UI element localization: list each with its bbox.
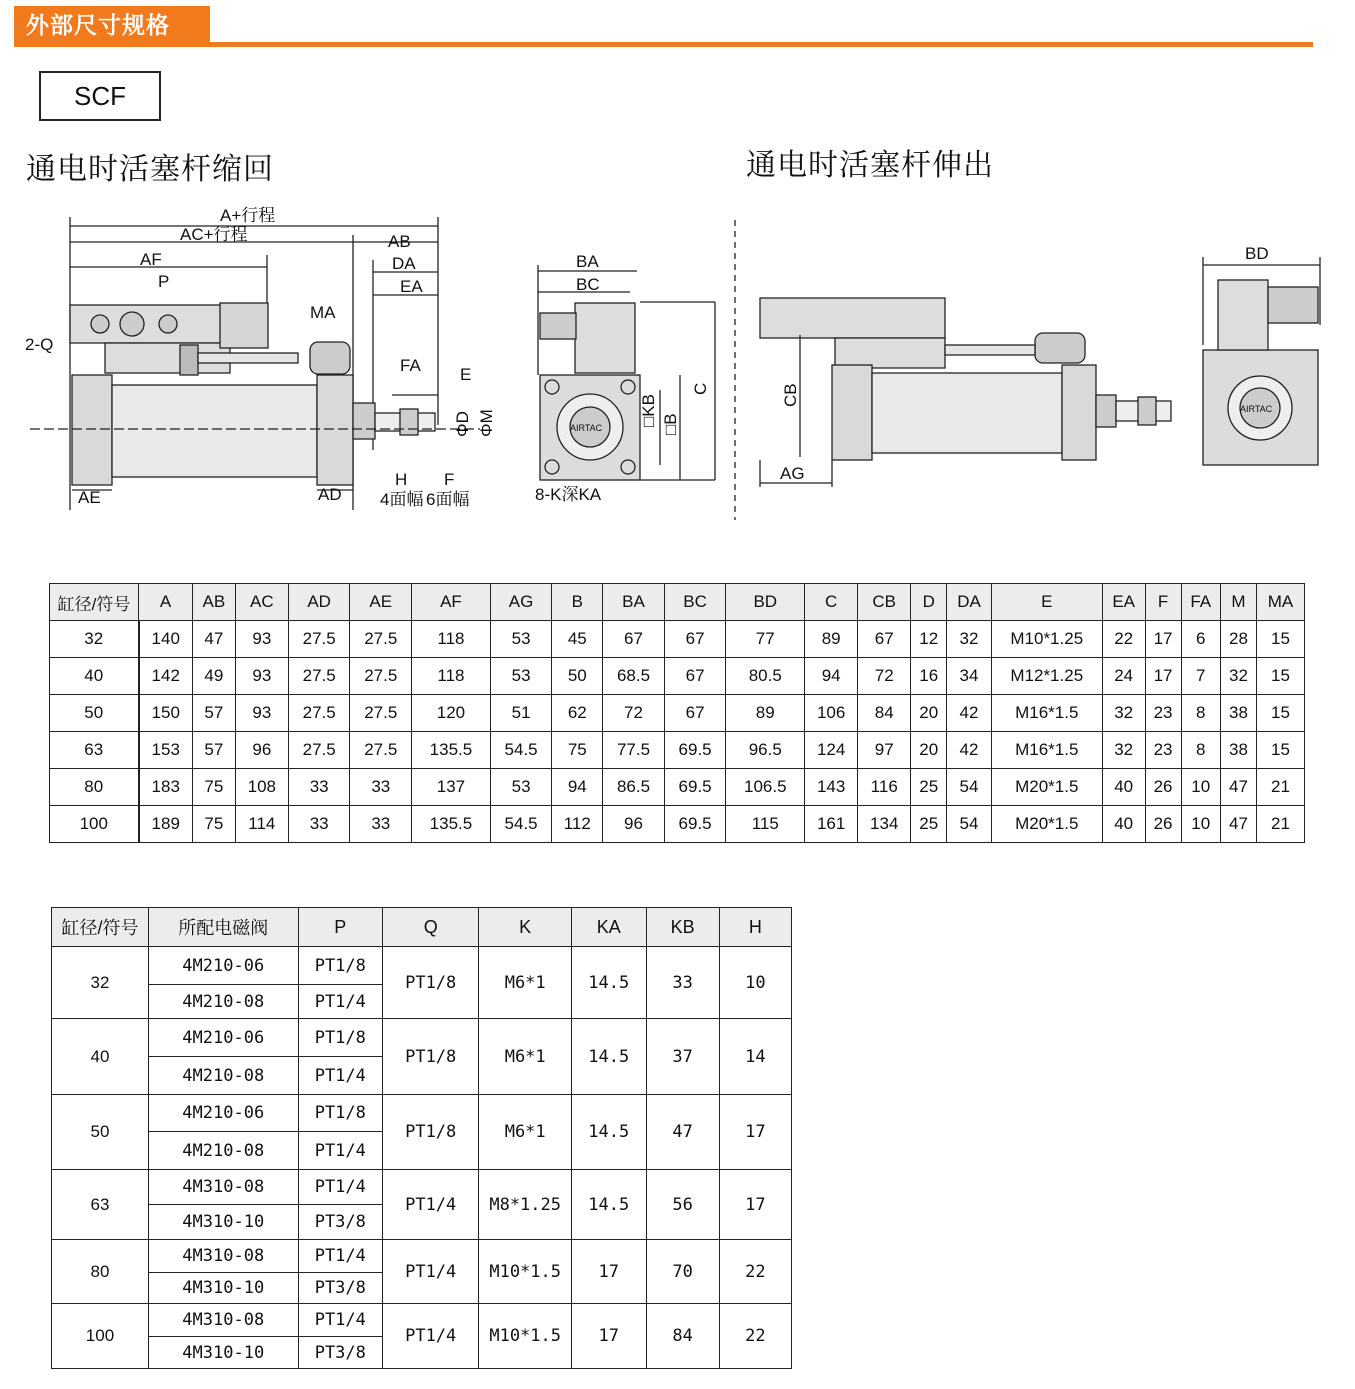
dimension-cell: 135.5 [412, 732, 491, 769]
dimension-cell: 68.5 [603, 658, 665, 695]
label-cb: CB [781, 383, 800, 407]
dimension-cell: 137 [412, 769, 491, 806]
dimension-cell: 47 [1220, 806, 1256, 843]
table-row [52, 1304, 792, 1337]
dimension-cell: 33 [350, 769, 412, 806]
valve-cell: PT1/4 [298, 1304, 382, 1337]
dimension-cell: 142 [139, 658, 193, 695]
valve-cell: 14.5 [572, 1019, 646, 1095]
dimension-header-cell: D [911, 584, 947, 621]
dimension-cell: 69.5 [664, 806, 726, 843]
valve-cell: 4M310-10 [148, 1337, 298, 1369]
valve-header-cell: H [719, 908, 791, 947]
valve-cell: 80 [52, 1240, 149, 1304]
label-af: AF [140, 250, 162, 269]
valve-cell: 4M310-08 [148, 1240, 298, 1273]
dimension-cell: 93 [235, 695, 288, 732]
label-a-stroke: A+行程 [220, 206, 276, 225]
dimension-cell: 96.5 [726, 732, 805, 769]
dimension-cell: 80 [50, 769, 139, 806]
label-q: 2-Q [25, 335, 54, 354]
dimension-header-cell: 缸径/符号 [50, 584, 139, 621]
valve-cell: PT1/8 [383, 1095, 479, 1170]
dimension-cell: 96 [235, 732, 288, 769]
table-row [52, 1095, 792, 1132]
dimension-cell: 24 [1102, 658, 1145, 695]
dimension-cell: 150 [139, 695, 193, 732]
dimension-cell: 27.5 [350, 621, 412, 658]
dimension-cell: 124 [805, 732, 858, 769]
dimension-cell: 89 [805, 621, 858, 658]
dimension-cell: 67 [858, 621, 911, 658]
label-kb: □KB [639, 394, 658, 427]
dimension-cell: 32 [1102, 695, 1145, 732]
dimension-header-cell: DA [947, 584, 992, 621]
valve-cell: 84 [646, 1304, 719, 1369]
dimension-cell: 40 [1102, 806, 1145, 843]
valve-cell: 4M210-08 [148, 1057, 298, 1095]
dimension-cell: 28 [1220, 621, 1256, 658]
table-row [50, 769, 1305, 806]
valve-header-cell: Q [383, 908, 479, 947]
label-ac-stroke: AC+行程 [180, 225, 248, 244]
label-bc: BC [576, 275, 600, 294]
table-row [52, 1170, 792, 1205]
dimension-cell: 34 [947, 658, 992, 695]
dimension-cell: 67 [664, 621, 726, 658]
dimension-header-cell: AD [288, 584, 350, 621]
valve-cell: PT1/4 [298, 985, 382, 1019]
valve-cell: 4M310-08 [148, 1170, 298, 1205]
dimension-cell: 25 [911, 769, 947, 806]
valve-cell: 14.5 [572, 1170, 646, 1240]
valve-cell: PT1/4 [298, 1170, 382, 1205]
label-c: C [691, 382, 710, 395]
label-e: E [460, 365, 472, 384]
valve-header-cell: KA [572, 908, 646, 947]
table-row [52, 947, 792, 985]
valve-header-cell: K [479, 908, 572, 947]
dimension-cell: 32 [1102, 732, 1145, 769]
dimension-cell: 50 [552, 658, 603, 695]
dimension-cell: 57 [192, 732, 235, 769]
section-title: 外部尺寸规格 [14, 6, 210, 46]
dimension-cell: 16 [911, 658, 947, 695]
dimension-cell: 32 [947, 621, 992, 658]
dimension-cell: 54 [947, 806, 992, 843]
dimension-cell: 116 [858, 769, 911, 806]
dimension-cell: 20 [911, 732, 947, 769]
valve-cell: PT1/4 [383, 1304, 479, 1369]
dimension-cell: 54.5 [490, 732, 552, 769]
dimension-cell: 17 [1145, 658, 1181, 695]
dimension-cell: 38 [1220, 732, 1256, 769]
dimension-cell: 49 [192, 658, 235, 695]
dimension-cell: 89 [726, 695, 805, 732]
label-phi-d: ΦD [453, 411, 472, 437]
valve-cell: 4M310-10 [148, 1273, 298, 1304]
valve-header-cell: 缸径/符号 [52, 908, 149, 947]
dimension-cell: 153 [139, 732, 193, 769]
dimension-cell: M20*1.5 [991, 806, 1102, 843]
dimension-cell: 40 [1102, 769, 1145, 806]
dimension-cell: 143 [805, 769, 858, 806]
dimension-cell: 10 [1181, 769, 1220, 806]
dimension-cell: 93 [235, 621, 288, 658]
valve-cell: 63 [52, 1170, 149, 1240]
dimension-cell: 63 [50, 732, 139, 769]
label-b: □B [661, 413, 680, 435]
valve-cell: M6*1 [479, 947, 572, 1019]
label-da: DA [392, 254, 416, 273]
label-ma: MA [310, 303, 336, 322]
valve-cell: PT1/8 [298, 1019, 382, 1057]
dimension-cell: 21 [1256, 769, 1304, 806]
dimension-cell: 15 [1256, 732, 1304, 769]
dimension-cell: 27.5 [288, 621, 350, 658]
valve-header-cell: 所配电磁阀 [148, 908, 298, 947]
model-label: SCF [39, 71, 161, 121]
label-p: P [158, 272, 170, 291]
valve-cell: PT1/8 [298, 947, 382, 985]
dimension-cell: 161 [805, 806, 858, 843]
valve-cell: PT1/4 [383, 1240, 479, 1304]
dimension-cell: 189 [139, 806, 193, 843]
valve-cell: 47 [646, 1095, 719, 1170]
label-ad: AD [318, 485, 342, 504]
dimension-cell: 27.5 [288, 695, 350, 732]
dimension-cell: 72 [858, 658, 911, 695]
dimension-cell: 42 [947, 732, 992, 769]
label-k-ka: 8-K深KA [535, 485, 602, 504]
dimension-header-cell: BA [603, 584, 665, 621]
valve-cell: 33 [646, 947, 719, 1019]
dimension-header-cell: F [1145, 584, 1181, 621]
dimension-cell: 33 [288, 806, 350, 843]
dimension-cell: 183 [139, 769, 193, 806]
valve-cell: PT3/8 [298, 1205, 382, 1240]
dimension-cell: 15 [1256, 621, 1304, 658]
side-view-extended [760, 257, 1320, 487]
valve-cell: 14.5 [572, 947, 646, 1019]
label-h: H [395, 470, 408, 489]
dimension-cell: 75 [192, 806, 235, 843]
table-row [50, 658, 1305, 695]
dimension-cell: 57 [192, 695, 235, 732]
valve-cell: 40 [52, 1019, 149, 1095]
caption-extended: 通电时活塞杆伸出 [746, 148, 994, 183]
valve-cell: PT1/4 [298, 1132, 382, 1170]
dimension-cell: 118 [412, 658, 491, 695]
dimension-cell: 27.5 [288, 658, 350, 695]
dimension-header-cell: M [1220, 584, 1256, 621]
dimension-cell: 135.5 [412, 806, 491, 843]
valve-cell: 32 [52, 947, 149, 1019]
dimension-cell: 8 [1181, 695, 1220, 732]
dimension-cell: 22 [1102, 621, 1145, 658]
valve-cell: 14 [719, 1019, 791, 1095]
valve-cell: 22 [719, 1240, 791, 1304]
valve-cell: 37 [646, 1019, 719, 1095]
dimension-cell: 86.5 [603, 769, 665, 806]
label-ba: BA [576, 252, 599, 271]
dimension-cell: 108 [235, 769, 288, 806]
dimension-cell: 62 [552, 695, 603, 732]
dimension-cell: 47 [192, 621, 235, 658]
dimension-cell: 33 [350, 806, 412, 843]
dimension-header-cell: C [805, 584, 858, 621]
dimension-cell: 7 [1181, 658, 1220, 695]
valve-cell: 4M210-08 [148, 985, 298, 1019]
dimension-cell: 33 [288, 769, 350, 806]
valve-cell: PT1/8 [383, 1019, 479, 1095]
dimension-cell: 27.5 [350, 695, 412, 732]
dimension-cell: 53 [490, 621, 552, 658]
dimension-header-cell: A [139, 584, 193, 621]
valve-cell: PT1/8 [298, 1095, 382, 1132]
dimension-cell: M16*1.5 [991, 695, 1102, 732]
dimension-cell: 15 [1256, 658, 1304, 695]
dimension-header-cell: BD [726, 584, 805, 621]
valve-cell: 17 [719, 1095, 791, 1170]
dimension-header-cell: EA [1102, 584, 1145, 621]
valve-cell: 17 [572, 1240, 646, 1304]
dimension-cell: 69.5 [664, 732, 726, 769]
dimension-header-cell: FA [1181, 584, 1220, 621]
dimension-cell: 94 [805, 658, 858, 695]
dimension-header-cell: AC [235, 584, 288, 621]
dimension-cell: 106.5 [726, 769, 805, 806]
table-row [50, 695, 1305, 732]
label-f-note: 6面幅 [426, 490, 470, 509]
dimension-cell: 6 [1181, 621, 1220, 658]
dimension-cell: 96 [603, 806, 665, 843]
dimension-cell: 75 [192, 769, 235, 806]
dimension-header-cell: B [552, 584, 603, 621]
valve-cell: M6*1 [479, 1019, 572, 1095]
valve-cell: PT1/4 [298, 1240, 382, 1273]
dimension-cell: 8 [1181, 732, 1220, 769]
dimension-cell: 15 [1256, 695, 1304, 732]
dimension-header-cell: AF [412, 584, 491, 621]
dimension-cell: 32 [1220, 658, 1256, 695]
valve-cell: M10*1.5 [479, 1240, 572, 1304]
label-h-note: 4面幅 [380, 490, 424, 509]
valve-cell: 17 [719, 1170, 791, 1240]
brand-logo-side: AIRTAC [1240, 404, 1273, 414]
dimension-cell: 72 [603, 695, 665, 732]
dimension-header-cell: AB [192, 584, 235, 621]
dimension-header-cell: AG [490, 584, 552, 621]
dimension-header-cell: CB [858, 584, 911, 621]
table-row [50, 621, 1305, 658]
label-phi-m: ΦM [477, 409, 496, 437]
label-bd: BD [1245, 244, 1269, 263]
dimension-header-cell: E [991, 584, 1102, 621]
section-title-underline [14, 42, 1313, 47]
dimension-cell: 140 [139, 621, 193, 658]
dimension-cell: 20 [911, 695, 947, 732]
dimension-cell: 23 [1145, 732, 1181, 769]
dimension-cell: 67 [664, 695, 726, 732]
valve-cell: 100 [52, 1304, 149, 1369]
dimension-cell: 93 [235, 658, 288, 695]
dimension-cell: 23 [1145, 695, 1181, 732]
dimension-table-header [50, 584, 1305, 621]
dimension-cell: 51 [490, 695, 552, 732]
dimension-cell: 97 [858, 732, 911, 769]
dimension-header-cell: BC [664, 584, 726, 621]
dimension-cell: 17 [1145, 621, 1181, 658]
valve-cell: PT3/8 [298, 1273, 382, 1304]
valve-cell: PT1/4 [383, 1170, 479, 1240]
dimension-cell: 106 [805, 695, 858, 732]
dimension-cell: 67 [664, 658, 726, 695]
dimension-cell: 25 [911, 806, 947, 843]
valve-cell: PT3/8 [298, 1337, 382, 1369]
table-row [50, 732, 1305, 769]
valve-cell: M8*1.25 [479, 1170, 572, 1240]
dimension-cell: 100 [50, 806, 139, 843]
table-row [50, 806, 1305, 843]
dimension-cell: 45 [552, 621, 603, 658]
dimension-cell: 120 [412, 695, 491, 732]
dimension-cell: 12 [911, 621, 947, 658]
valve-header-cell: P [298, 908, 382, 947]
dimension-cell: 84 [858, 695, 911, 732]
dimension-header-cell: MA [1256, 584, 1304, 621]
dimension-cell: M12*1.25 [991, 658, 1102, 695]
dimension-cell: 114 [235, 806, 288, 843]
valve-header-cell: KB [646, 908, 719, 947]
dimension-cell: 67 [603, 621, 665, 658]
dimension-cell: 77.5 [603, 732, 665, 769]
dimension-cell: 94 [552, 769, 603, 806]
valve-cell: 50 [52, 1095, 149, 1170]
front-view [538, 265, 715, 480]
dimension-cell: 69.5 [664, 769, 726, 806]
valve-table [51, 907, 792, 1369]
dimension-cell: 54.5 [490, 806, 552, 843]
dimension-cell: 32 [50, 621, 139, 658]
dimension-cell: 115 [726, 806, 805, 843]
valve-cell: 4M210-06 [148, 947, 298, 985]
dimension-cell: 53 [490, 769, 552, 806]
label-fa: FA [400, 356, 421, 375]
label-ea: EA [400, 277, 423, 296]
valve-cell: 17 [572, 1304, 646, 1369]
valve-cell: 4M210-06 [148, 1019, 298, 1057]
dimension-cell: 27.5 [288, 732, 350, 769]
dimension-cell: 50 [50, 695, 139, 732]
dimension-header-cell: AE [350, 584, 412, 621]
dimension-cell: 112 [552, 806, 603, 843]
dimension-table [49, 583, 1305, 843]
dimension-cell: 42 [947, 695, 992, 732]
valve-cell: 4M210-08 [148, 1132, 298, 1170]
label-ae: AE [78, 488, 101, 507]
valve-cell: 70 [646, 1240, 719, 1304]
dimension-cell: 26 [1145, 769, 1181, 806]
dimension-cell: 26 [1145, 806, 1181, 843]
valve-cell: PT1/8 [383, 947, 479, 1019]
valve-cell: 4M210-06 [148, 1095, 298, 1132]
dimension-cell: M16*1.5 [991, 732, 1102, 769]
brand-logo-front: AIRTAC [570, 423, 603, 433]
dimension-cell: 38 [1220, 695, 1256, 732]
dimension-cell: 40 [50, 658, 139, 695]
dimension-cell: 54 [947, 769, 992, 806]
caption-retracted: 通电时活塞杆缩回 [26, 152, 274, 187]
valve-cell: 56 [646, 1170, 719, 1240]
dimension-cell: 47 [1220, 769, 1256, 806]
valve-cell: 10 [719, 947, 791, 1019]
dimension-cell: 118 [412, 621, 491, 658]
table-row [52, 1019, 792, 1057]
label-ab: AB [388, 232, 411, 251]
dimension-cell: 80.5 [726, 658, 805, 695]
dimension-cell: 27.5 [350, 658, 412, 695]
valve-cell: 4M310-10 [148, 1205, 298, 1240]
valve-cell: M10*1.5 [479, 1304, 572, 1369]
dimension-cell: 21 [1256, 806, 1304, 843]
table-row [52, 1240, 792, 1273]
valve-cell: 4M310-08 [148, 1304, 298, 1337]
valve-cell: PT1/4 [298, 1057, 382, 1095]
dimension-cell: M10*1.25 [991, 621, 1102, 658]
valve-cell: M6*1 [479, 1095, 572, 1170]
valve-cell: 22 [719, 1304, 791, 1369]
dimension-cell: 75 [552, 732, 603, 769]
dimension-cell: 10 [1181, 806, 1220, 843]
dimension-cell: 77 [726, 621, 805, 658]
dimension-drawing [20, 195, 1350, 525]
dimension-cell: 134 [858, 806, 911, 843]
label-ag: AG [780, 464, 805, 483]
valve-cell: 14.5 [572, 1095, 646, 1170]
dimension-cell: 53 [490, 658, 552, 695]
valve-table-header [52, 908, 792, 947]
dimension-cell: M20*1.5 [991, 769, 1102, 806]
label-f: F [444, 470, 455, 489]
dimension-cell: 27.5 [350, 732, 412, 769]
